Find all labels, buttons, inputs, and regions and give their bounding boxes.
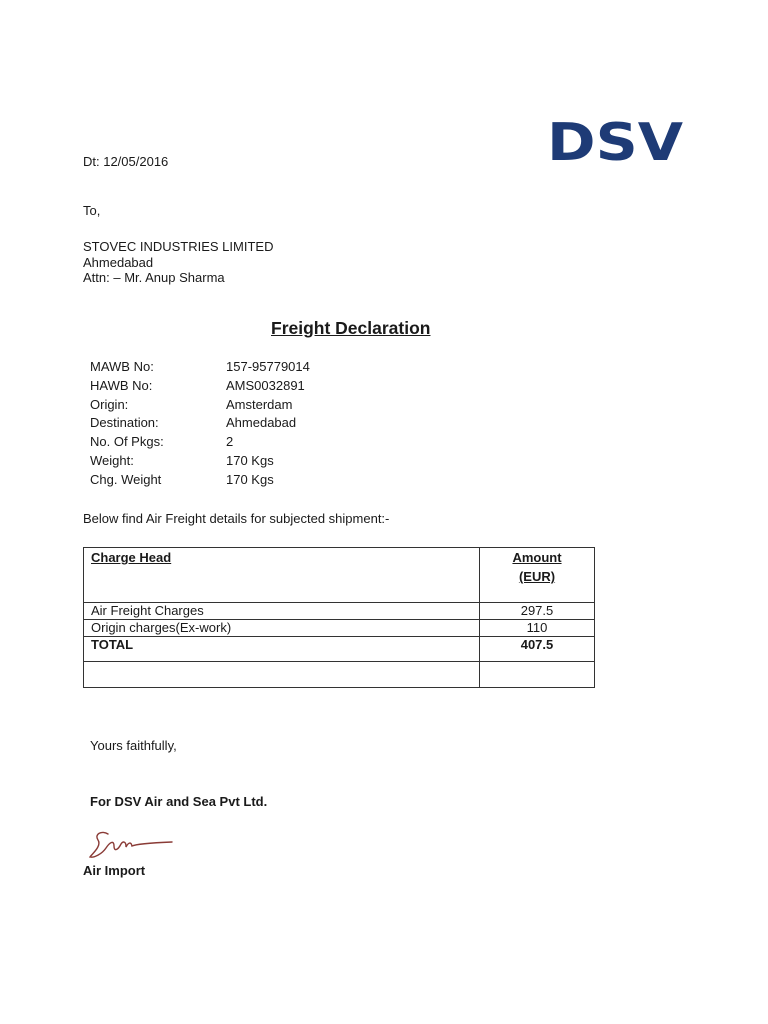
detail-value: Amsterdam — [226, 396, 293, 412]
blank-cell — [480, 662, 595, 688]
blank-cell — [84, 662, 480, 688]
header-amount-label: Amount — [512, 550, 562, 565]
detail-row — [90, 472, 310, 491]
company-sign-line: For DSV Air and Sea Pvt Ltd. — [90, 794, 268, 809]
blank-row — [84, 662, 595, 688]
header-charge-head — [84, 548, 480, 603]
recipient-attn: Attn: – Mr. Anup Sharma — [83, 270, 225, 285]
detail-value: 157-95779014 — [226, 359, 310, 374]
closing-text: Yours faithfully, — [90, 738, 177, 753]
detail-label: MAWB No: — [90, 359, 154, 374]
detail-row — [90, 359, 310, 378]
signature-stroke — [90, 832, 172, 857]
total-row — [84, 637, 595, 662]
detail-row — [90, 434, 310, 453]
intro-text: Below find Air Freight details for subjected shipment:- — [83, 511, 390, 526]
detail-value: 170 Kgs — [226, 471, 274, 487]
recipient-company: STOVEC INDUSTRIES LIMITED — [83, 239, 274, 254]
total-amount: 407.5 — [480, 637, 595, 662]
detail-label: Chg. Weight — [90, 471, 162, 487]
detail-row — [90, 397, 310, 416]
dsv-logo — [545, 117, 685, 163]
table-row — [84, 620, 595, 637]
detail-label: Weight: — [90, 452, 134, 468]
detail-label: No. Of Pkgs: — [90, 434, 164, 450]
charges-header-row — [84, 548, 595, 603]
logo-text: DSV — [547, 117, 683, 163]
detail-row — [90, 415, 310, 434]
header-amount — [480, 548, 595, 603]
detail-value: AMS0032891 — [226, 377, 305, 393]
department-text: Air Import — [83, 863, 146, 878]
detail-value: 2 — [226, 434, 234, 450]
detail-row — [90, 378, 310, 397]
to-line: To, — [83, 203, 101, 218]
header-amount-currency: (EUR) — [518, 569, 556, 584]
detail-label: Destination: — [90, 415, 159, 431]
detail-value: Ahmedabad — [226, 415, 297, 431]
charge-amount-cell: 297.5 — [480, 603, 595, 620]
total-label: TOTAL — [84, 637, 480, 662]
charge-head-cell: Origin charges(Ex-work) — [84, 620, 480, 637]
shipment-details — [90, 359, 310, 491]
detail-row — [90, 453, 310, 472]
date-line: Dt: 12/05/2016 — [83, 154, 169, 169]
charge-head-cell: Air Freight Charges — [84, 603, 480, 620]
header-charge-head-label: Charge Head — [91, 550, 172, 565]
detail-label: Origin: — [90, 396, 129, 412]
signature-image — [88, 828, 174, 862]
document-title: Freight Declaration — [271, 318, 431, 338]
detail-label: HAWB No: — [90, 377, 153, 393]
table-row — [84, 603, 595, 620]
charges-table — [83, 547, 595, 688]
recipient-city: Ahmedabad — [83, 255, 154, 270]
charge-amount-cell: 110 — [480, 620, 595, 637]
detail-value: 170 Kgs — [226, 452, 274, 468]
